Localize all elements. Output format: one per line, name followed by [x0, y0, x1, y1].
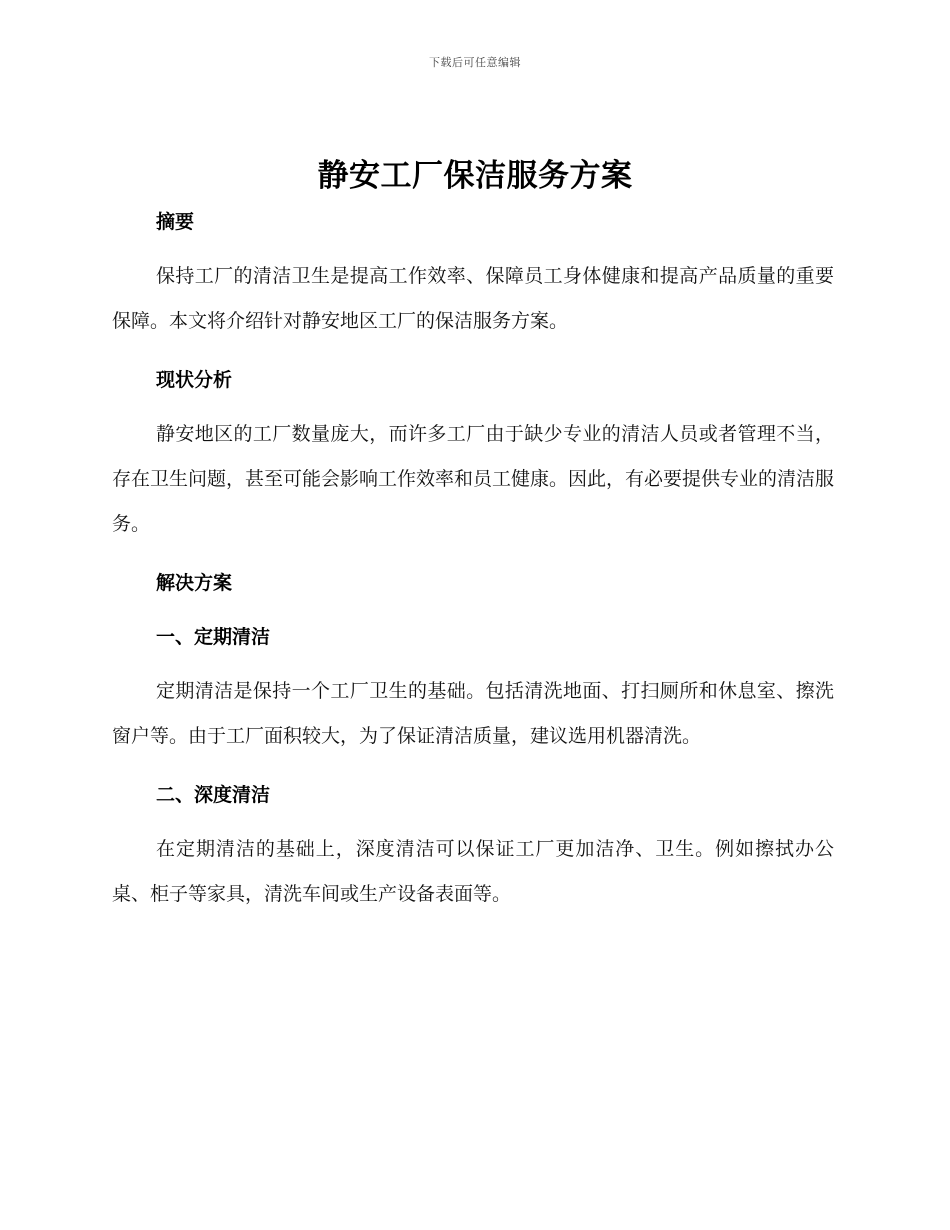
document-title: 静安工厂保洁服务方案	[317, 158, 633, 194]
section-heading-deep-cleaning: 二、深度清洁	[156, 784, 271, 806]
section-heading-solution: 解决方案	[156, 572, 233, 594]
section-paragraph-deep-cleaning: 在定期清洁的基础上，深度清洁可以保证工厂更加洁净、卫生。例如擦拭办公桌、柜子等家具，清洗车间或生产设备表面等。	[112, 838, 834, 905]
section-paragraph-regular-cleaning: 定期清洁是保持一个工厂卫生的基础。包括清洗地面、打扫厕所和休息室、擦洗窗户等。由于工厂面积较大，为了保证清洁质量，建议选用机器清洗。	[112, 680, 834, 747]
section-heading-abstract: 摘要	[156, 211, 195, 233]
section-paragraph-abstract: 保持工厂的清洁卫生是提高工作效率、保障员工身体健康和提高产品质量的重要保障。本文将介绍针对静安地区工厂的保洁服务方案。	[112, 265, 834, 332]
document-body	[112, 204, 834, 917]
section-heading-status: 现状分析	[156, 369, 233, 391]
section-heading-regular-cleaning: 一、定期清洁	[156, 626, 271, 648]
section-paragraph-status: 静安地区的工厂数量庞大，而许多工厂由于缺少专业的清洁人员或者管理不当，存在卫生问题，甚至可能会影响工作效率和员工健康。因此，有必要提供专业的清洁服务。	[112, 423, 835, 535]
header-note: 下载后可任意编辑	[429, 56, 521, 69]
